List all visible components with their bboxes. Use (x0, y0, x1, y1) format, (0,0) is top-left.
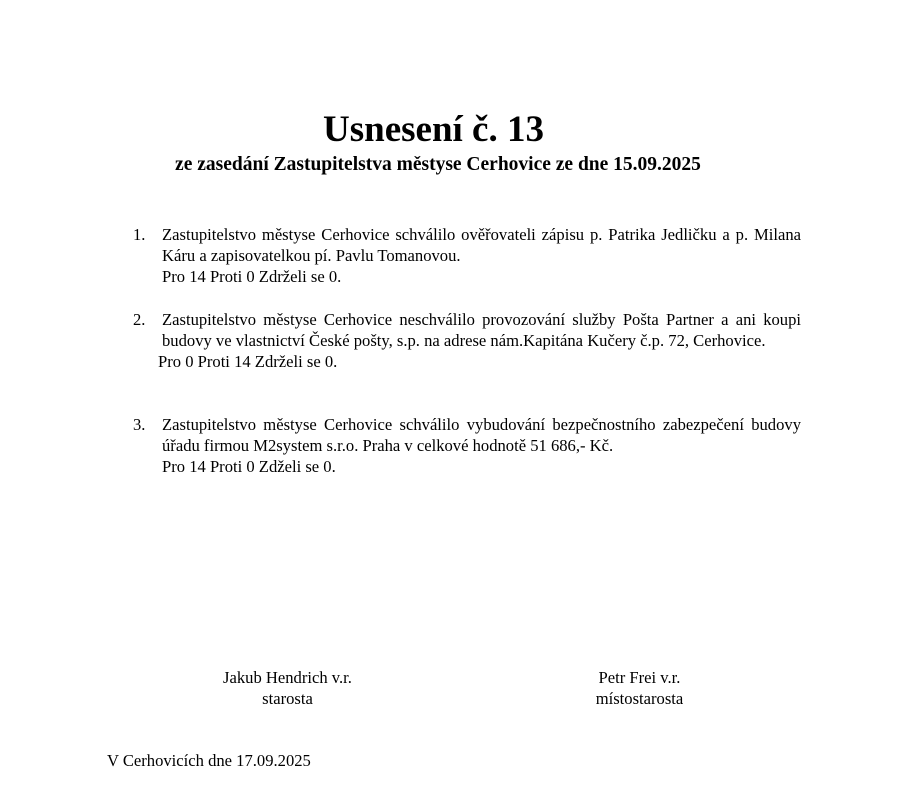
resolution-number: 1. (133, 225, 146, 244)
resolution-item (133, 309, 801, 372)
resolution-item (133, 414, 801, 477)
signature-name: Jakub Hendrich v.r. (223, 668, 352, 687)
signature-role: místostarosta (595, 689, 684, 708)
signature-name: Petr Frei v.r. (598, 668, 681, 687)
resolution-vote: Pro 14 Proti 0 Zdželi se 0. (162, 457, 336, 476)
resolution-text: Zastupitelstvo městyse Cerhovice schválilo ověřovateli zápisu p. Patrika Jedličku a p. Milana Káru a zapisovatelkou pí. Pavlu Tomanovou. (162, 225, 801, 265)
signature-block-deputy-mayor (562, 667, 717, 709)
signature-block-mayor (200, 667, 375, 709)
resolution-text: Zastupitelstvo městyse Cerhovice schválilo vybudování bezpečnostního zabezpečení budovy úřadu firmou M2system s.r.o. Praha v celkové hodnotě 51 686,- Kč. (162, 415, 801, 455)
document-subtitle: ze zasedání Zastupitelstva městyse Cerhovice ze dne 15.09.2025 (175, 154, 701, 175)
signature-role: starosta (262, 689, 313, 708)
place-and-date: V Cerhovicích dne 17.09.2025 (107, 751, 311, 770)
resolution-text: Zastupitelstvo městyse Cerhovice neschválilo provozování služby Pošta Partner a ani koupi budovy ve vlastnictví České pošty, s.p. na adrese nám.Kapitána Kučery č.p. 72, Cerhovice. (162, 310, 801, 350)
resolution-item (133, 224, 801, 287)
resolution-vote: Pro 0 Proti 14 Zdrželi se 0. (158, 352, 338, 371)
resolution-number: 2. (133, 310, 146, 329)
resolution-number: 3. (133, 415, 146, 434)
resolution-vote: Pro 14 Proti 0 Zdrželi se 0. (162, 267, 342, 286)
document-title: Usnesení č. 13 (323, 109, 544, 150)
